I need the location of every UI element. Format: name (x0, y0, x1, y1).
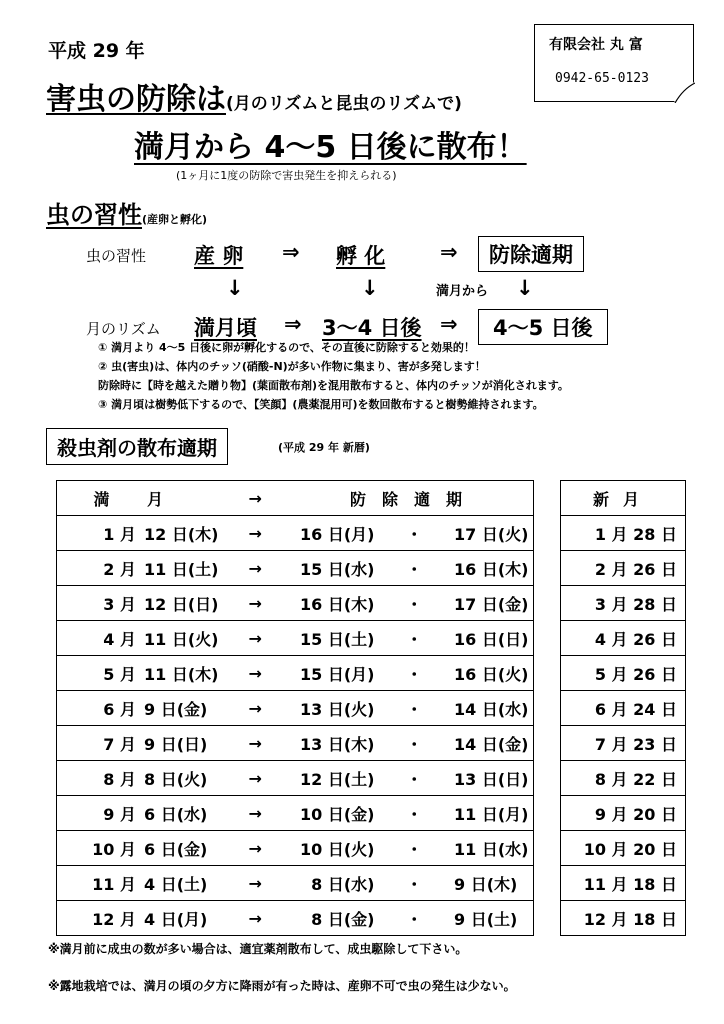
header-period: 防除適期 (295, 481, 534, 516)
new-moon-cell: 3 月 28 日 (561, 586, 686, 621)
month-cell: 9 月 (57, 796, 137, 831)
table-row (57, 796, 534, 831)
habit-row1-label: 虫の習性 (86, 247, 147, 265)
arrow-cell: → (216, 831, 296, 866)
arrow-cell: → (216, 516, 296, 551)
full-moon-cell: 11 日(木) (136, 656, 216, 691)
footer-note-1: ※満月前に成虫の数が多い場合は、適宜薬剤散布して、成虫駆除して下さい。 (48, 942, 468, 956)
table-row (57, 726, 534, 761)
month-cell: 11 月 (57, 866, 137, 901)
period-end-cell: 17 日(金) (454, 586, 534, 621)
table-row (57, 621, 534, 656)
month-cell: 12 月 (57, 901, 137, 936)
period-start-cell: 8 日(金) (295, 901, 375, 936)
month-cell: 7 月 (57, 726, 137, 761)
separator-cell: ・ (375, 901, 455, 936)
month-cell: 5 月 (57, 656, 137, 691)
period-end-cell: 16 日(火) (454, 656, 534, 691)
company-name: 有限会社 丸 富 (549, 37, 643, 53)
full-moon-cell: 9 日(金) (136, 691, 216, 726)
new-moon-cell: 4 月 26 日 (561, 621, 686, 656)
habit-heading-sub: (産卵と孵化) (142, 213, 208, 226)
period-start-cell: 16 日(木) (295, 586, 375, 621)
down-arrow-3: ↓ (516, 276, 534, 300)
table-row (57, 901, 534, 936)
note-item: ② 虫(害虫)は、体内のチッソ(硝酸-N)が多い作物に集まり、害が多発します！ (98, 360, 486, 373)
company-phone: 0942-65-0123 (555, 71, 649, 86)
habit-row1-hatch: 孵 化 (336, 244, 386, 268)
footer-note-2: ※露地栽培では、満月の頃の夕方に降雨が有った時は、産卵不可で虫の発生は少ない。 (48, 979, 516, 993)
table-row (57, 586, 534, 621)
schedule-heading: 殺虫剤の散布適期 (46, 428, 228, 465)
period-end-cell: 16 日(日) (454, 621, 534, 656)
header-new-moon: 新月 (561, 481, 686, 516)
arrow-cell: → (216, 901, 296, 936)
table-row (561, 516, 686, 551)
habit-row2-fullmoon: 満月頃 (194, 316, 257, 340)
separator-cell: ・ (375, 726, 455, 761)
period-start-cell: 15 日(月) (295, 656, 375, 691)
full-moon-cell: 4 日(月) (136, 901, 216, 936)
note-item: ① 満月より 4～5 日後に卵が孵化するので、その直後に防除すると効果的！ (98, 341, 475, 354)
header-full-moon: 満 月 (57, 481, 216, 516)
period-start-cell: 10 日(金) (295, 796, 375, 831)
month-cell: 2 月 (57, 551, 137, 586)
schedule-header-row (57, 481, 534, 516)
schedule-note: (平成 29 年 新暦) (278, 441, 370, 454)
full-moon-cell: 9 日(日) (136, 726, 216, 761)
full-moon-cell: 11 日(土) (136, 551, 216, 586)
table-row (57, 761, 534, 796)
habit-row1-optimal: 防除適期 (478, 236, 584, 272)
habit-row1-arrow2: ⇒ (440, 240, 458, 264)
table-row (57, 656, 534, 691)
separator-cell: ・ (375, 761, 455, 796)
new-moon-cell: 5 月 26 日 (561, 656, 686, 691)
arrow-cell: → (216, 656, 296, 691)
year-label: 平成 29 年 (48, 40, 145, 62)
arrow-cell: → (216, 726, 296, 761)
separator-cell: ・ (375, 656, 455, 691)
period-start-cell: 15 日(水) (295, 551, 375, 586)
habit-row1-arrow1: ⇒ (282, 240, 300, 264)
month-cell: 4 月 (57, 621, 137, 656)
new-moon-cell: 10 月 20 日 (561, 831, 686, 866)
table-row (561, 656, 686, 691)
table-row (57, 516, 534, 551)
period-end-cell: 9 日(土) (454, 901, 534, 936)
month-cell: 3 月 (57, 586, 137, 621)
arrow-cell: → (216, 761, 296, 796)
arrow-cell: → (216, 586, 296, 621)
period-end-cell: 14 日(金) (454, 726, 534, 761)
separator-cell: ・ (375, 796, 455, 831)
habit-row2-label: 月のリズム (86, 320, 161, 338)
new-moon-header-row (561, 481, 686, 516)
period-start-cell: 15 日(土) (295, 621, 375, 656)
table-row (57, 551, 534, 586)
month-cell: 8 月 (57, 761, 137, 796)
separator-cell: ・ (375, 831, 455, 866)
down-arrow-1: ↓ (226, 276, 244, 300)
full-moon-cell: 6 日(水) (136, 796, 216, 831)
table-row (561, 726, 686, 761)
from-full-moon-label: 満月から (436, 284, 489, 299)
month-cell: 1 月 (57, 516, 137, 551)
table-row (57, 691, 534, 726)
new-moon-cell: 6 月 24 日 (561, 691, 686, 726)
month-cell: 10 月 (57, 831, 137, 866)
habit-row2-days: 3～4 日後 (322, 316, 422, 340)
period-start-cell: 10 日(火) (295, 831, 375, 866)
habit-row2-optimal: 4～5 日後 (478, 309, 608, 345)
habit-row1-spawn: 産 卵 (194, 244, 244, 268)
period-start-cell: 16 日(月) (295, 516, 375, 551)
arrow-cell: → (216, 796, 296, 831)
new-moon-cell: 1 月 28 日 (561, 516, 686, 551)
separator-cell: ・ (375, 691, 455, 726)
table-row (561, 796, 686, 831)
habit-row2-arrow2: ⇒ (440, 312, 458, 336)
table-row (561, 551, 686, 586)
page-curl-icon (673, 81, 695, 103)
arrow-cell: → (216, 551, 296, 586)
full-moon-cell: 12 日(日) (136, 586, 216, 621)
period-end-cell: 11 日(月) (454, 796, 534, 831)
full-moon-cell: 11 日(火) (136, 621, 216, 656)
habit-heading-main: 虫の習性 (46, 201, 142, 229)
headline-note: (1ヶ月に1度の防除で害虫発生を抑えられる) (176, 169, 397, 182)
separator-cell: ・ (375, 621, 455, 656)
notes-list (98, 338, 569, 414)
table-row (57, 866, 534, 901)
page-title (46, 74, 462, 118)
new-moon-cell: 2 月 26 日 (561, 551, 686, 586)
period-start-cell: 13 日(火) (295, 691, 375, 726)
title-main: 害虫の防除は (46, 82, 226, 117)
month-cell: 6 月 (57, 691, 137, 726)
table-row (561, 866, 686, 901)
new-moon-cell: 11 月 18 日 (561, 866, 686, 901)
title-sub: (月のリズムと昆虫のリズムで) (226, 94, 462, 114)
separator-cell: ・ (375, 586, 455, 621)
table-row (561, 831, 686, 866)
period-end-cell: 13 日(日) (454, 761, 534, 796)
period-start-cell: 13 日(木) (295, 726, 375, 761)
table-row (561, 621, 686, 656)
period-end-cell: 16 日(木) (454, 551, 534, 586)
schedule-table (56, 480, 534, 936)
period-start-cell: 8 日(水) (295, 866, 375, 901)
arrow-cell: → (216, 691, 296, 726)
company-box (534, 24, 694, 102)
arrow-cell: → (216, 621, 296, 656)
note-item: 防除時に【時を越えた贈り物】(葉面散布剤)を混用散布すると、体内のチッソが消化されます。 (98, 379, 569, 392)
full-moon-cell: 8 日(火) (136, 761, 216, 796)
period-end-cell: 11 日(水) (454, 831, 534, 866)
full-moon-cell: 12 日(木) (136, 516, 216, 551)
new-moon-cell: 7 月 23 日 (561, 726, 686, 761)
new-moon-cell: 12 月 18 日 (561, 901, 686, 936)
separator-cell: ・ (375, 516, 455, 551)
table-row (57, 831, 534, 866)
headline: 満月から 4～5 日後に散布！ (134, 130, 527, 165)
separator-cell: ・ (375, 551, 455, 586)
new-moon-cell: 9 月 20 日 (561, 796, 686, 831)
new-moon-cell: 8 月 22 日 (561, 761, 686, 796)
down-arrow-2: ↓ (361, 276, 379, 300)
arrow-cell: → (216, 866, 296, 901)
header-arrow: → (216, 481, 296, 516)
period-end-cell: 17 日(火) (454, 516, 534, 551)
table-row (561, 901, 686, 936)
separator-cell: ・ (375, 866, 455, 901)
note-item: ③ 満月頃は樹勢低下するので、【笑顔】(農薬混用可)を数回散布すると樹勢維持されます。 (98, 398, 544, 411)
full-moon-cell: 4 日(土) (136, 866, 216, 901)
new-moon-table (560, 480, 686, 936)
full-moon-cell: 6 日(金) (136, 831, 216, 866)
table-row (561, 691, 686, 726)
habit-row2-arrow1: ⇒ (284, 312, 302, 336)
habit-heading (46, 195, 207, 230)
table-row (561, 761, 686, 796)
period-end-cell: 9 日(木) (454, 866, 534, 901)
table-row (561, 586, 686, 621)
period-start-cell: 12 日(土) (295, 761, 375, 796)
period-end-cell: 14 日(水) (454, 691, 534, 726)
